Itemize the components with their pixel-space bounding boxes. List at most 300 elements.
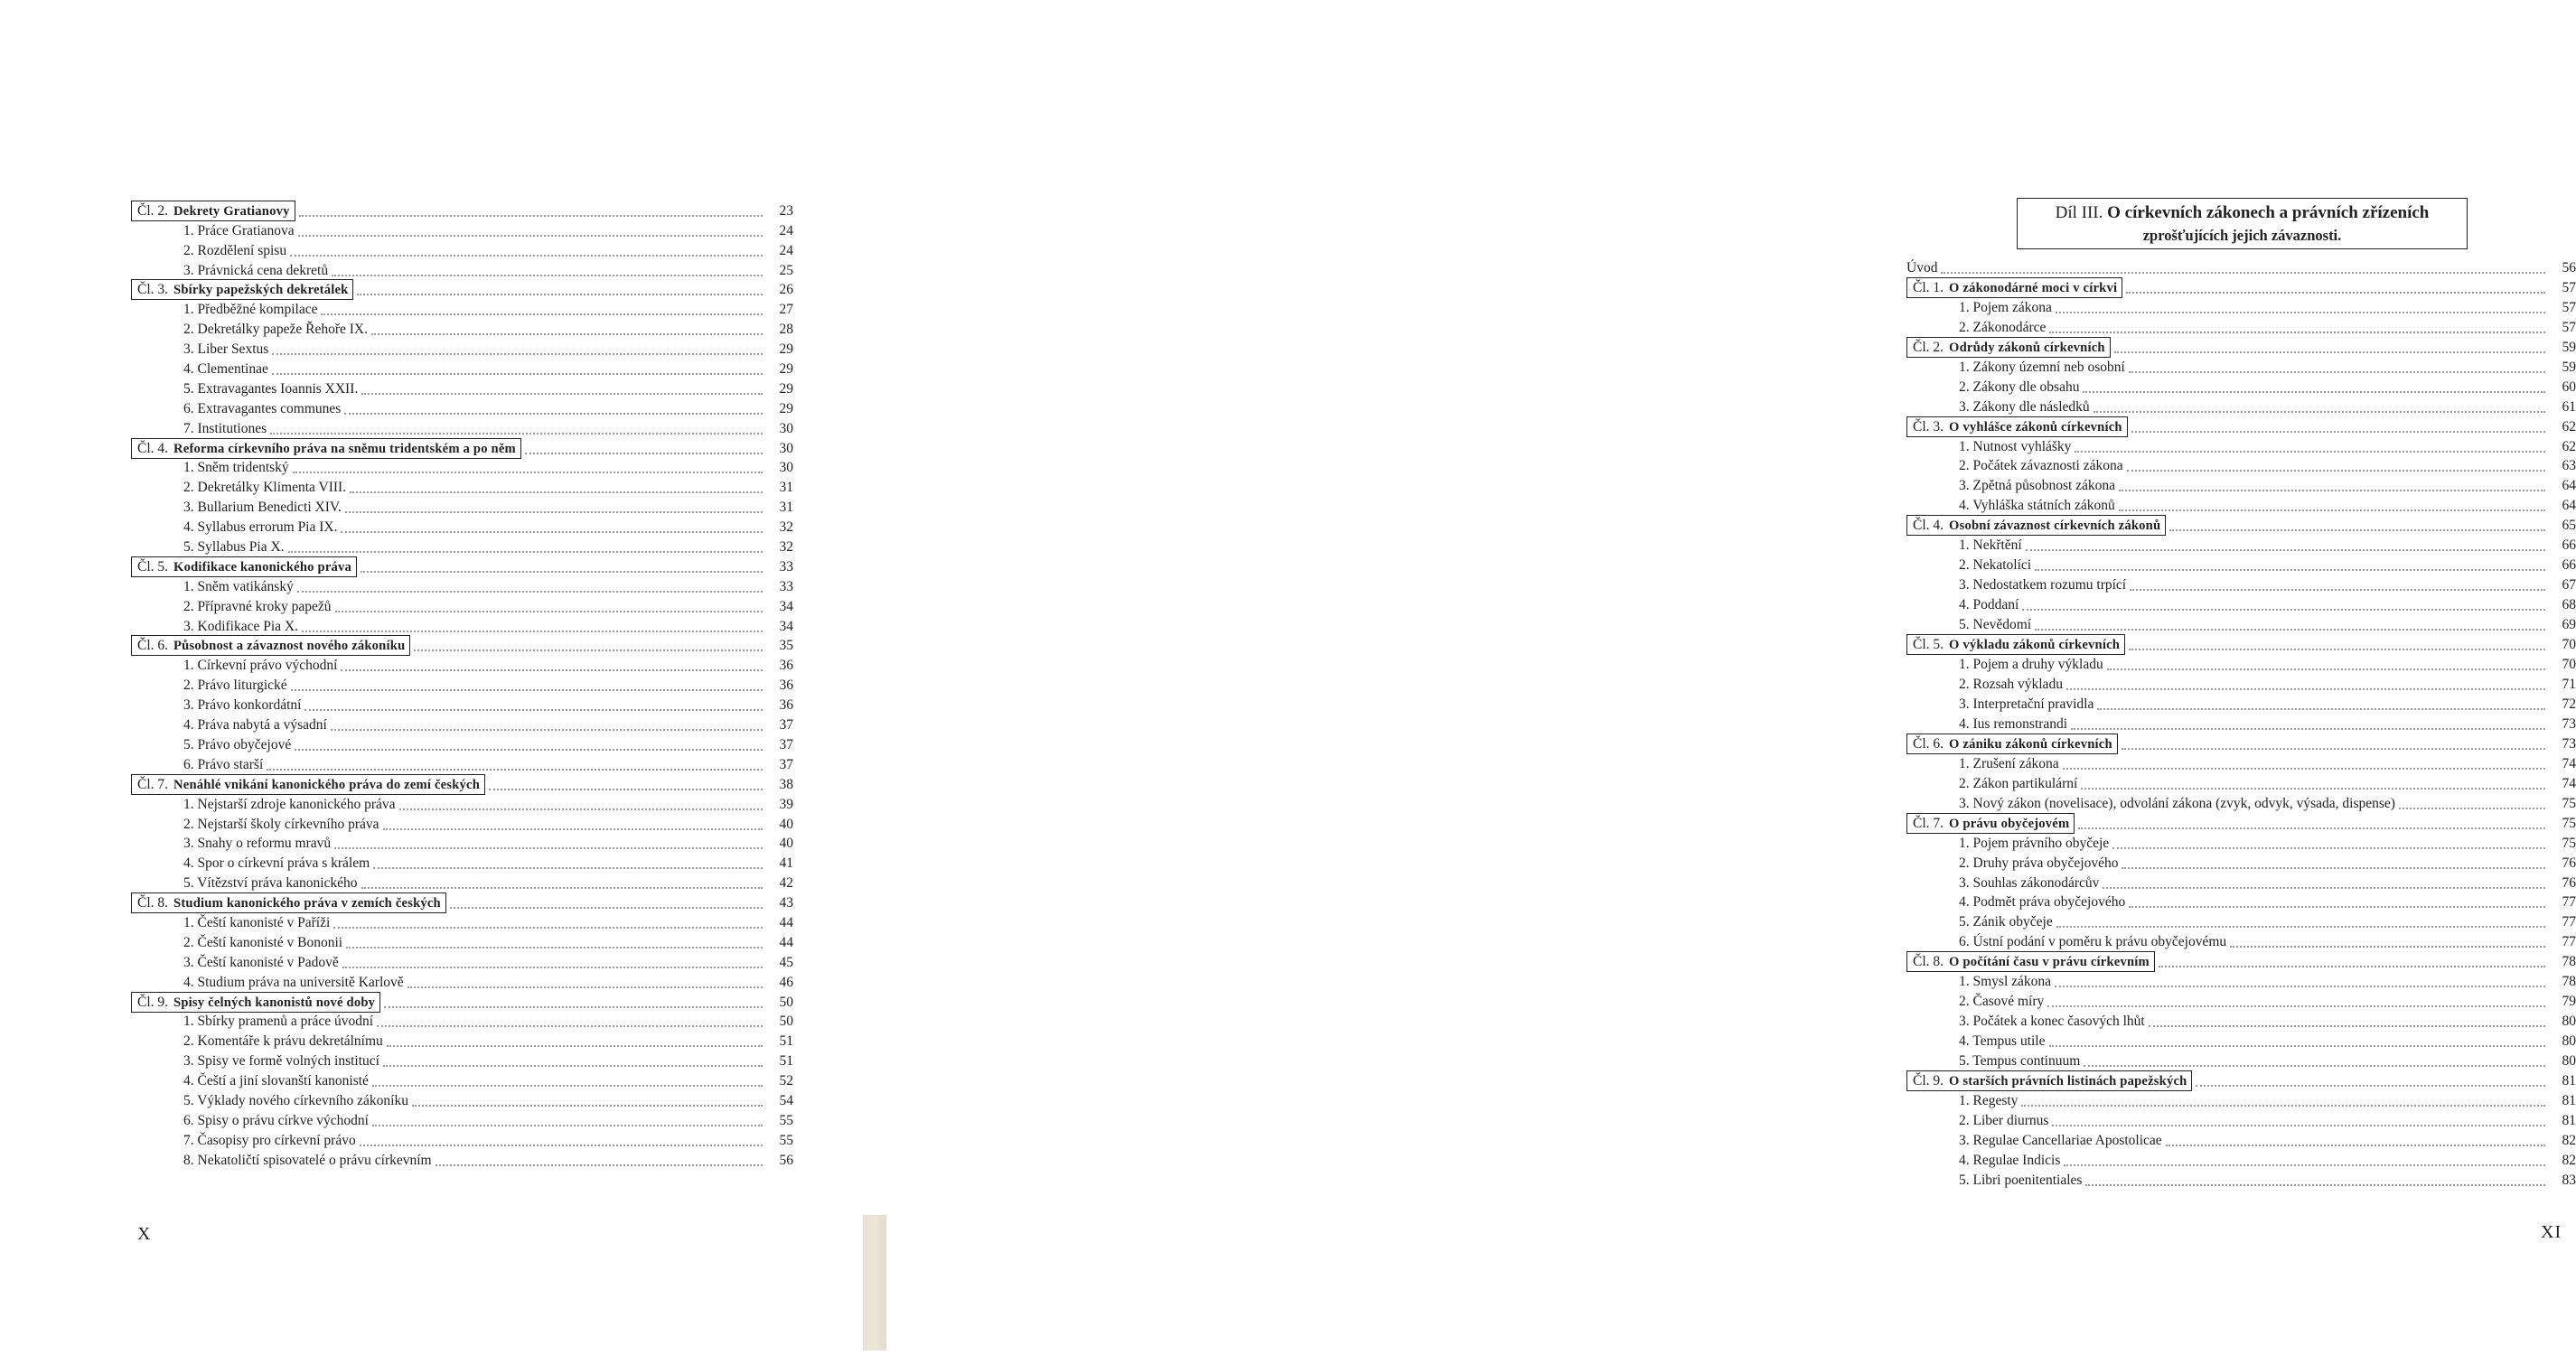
dot-leader [2078,827,2545,829]
toc-chapter-row [1906,950,2576,970]
toc-entry-row [131,734,793,753]
entry-label: 3. Zpětná působnost zákona [1959,478,2116,494]
chapter-number: Čl. 7. [137,776,169,792]
toc-entry-row [1906,872,2576,892]
toc-entry-row [1906,930,2576,950]
dot-leader [2130,589,2545,591]
toc-entry-row [131,1011,793,1031]
toc-entry-row [1906,752,2576,772]
page-number: 43 [779,895,793,911]
toc-chapter-row [1906,633,2576,653]
table-of-contents-right [1906,257,2576,1189]
toc-entry-row [1906,1109,2576,1129]
toc-entry-row [131,536,793,556]
dot-leader [2063,768,2545,770]
chapter-title: O zákonodárné moci v církvi [1949,280,2118,295]
page-number: 64 [2562,498,2576,514]
dot-leader [1941,272,2545,274]
dot-leader [346,947,763,948]
entry-label: 8. Nekatoličtí spisovatelé o právu církevním [183,1152,432,1168]
page-number: 31 [779,480,793,496]
chapter-number: Čl. 2. [1913,339,1944,355]
dot-leader [383,1065,763,1067]
toc-entry-row [131,911,793,931]
page-number: 76 [2562,855,2576,871]
entry-label: 2. Komentáře k právu dekretálnímu [183,1033,383,1050]
page-number: 74 [2562,755,2576,771]
page-number: 39 [779,796,793,812]
page-number: 27 [779,302,793,318]
dot-leader [2159,966,2545,967]
entry-label: 5. Extravagantes Ioannis XXII. [183,380,359,397]
chapter-heading-box [1906,634,2125,655]
chapter-heading-box [131,774,485,795]
dot-leader [2097,708,2545,710]
page-number: 70 [2562,657,2576,673]
dot-leader [290,255,763,257]
page-number: 34 [779,618,793,634]
entry-label: 1. Pojem a druhy výkladu [1959,657,2103,673]
page-number: 25 [779,262,793,278]
dot-leader [2049,1045,2546,1047]
page-number: 77 [2562,914,2576,930]
entry-label: 1. Práce Gratianova [183,222,295,238]
page-number: 24 [779,222,793,238]
part-heading [2017,198,2468,249]
entry-label: 1. Sbírky pramenů a práce úvodní [183,1014,374,1030]
chapter-number: Čl. 8. [1913,954,1944,970]
page-number: 40 [779,816,793,832]
toc-entry-row [1906,455,2576,475]
chapter-title: Reforma církevního práva na sněmu tridentském a po něm [173,441,516,456]
dot-leader [357,294,763,295]
toc-entry-row [131,694,793,714]
page-number: 80 [2562,1014,2576,1030]
toc-entry-row [131,1129,793,1149]
dot-leader [2127,470,2545,472]
page-number: 59 [2562,339,2576,355]
entry-label: 3. Souhlas zákonodárcův [1959,874,2100,891]
toc-entry-row [131,1089,793,1109]
toc-entry-row [131,931,793,951]
toc-entry-row [131,615,793,635]
chapter-title: O výkladu zákonů církevních [1949,638,2121,653]
page-number: 56 [2562,259,2576,276]
toc-entry-row [1906,296,2576,316]
entry-label: 2. Dekretálky Klimenta VIII. [183,480,347,496]
dot-leader [2166,1145,2545,1146]
toc-entry-row [131,397,793,417]
entry-label: 4. Ius remonstrandi [1959,715,2068,732]
toc-entry-row [131,1149,793,1169]
entry-label: 3. Počátek a konec časových lhůt [1959,1014,2145,1030]
toc-entry-row [1906,316,2576,336]
chapter-number: Čl. 2. [137,202,169,219]
toc-entry-row [1906,593,2576,613]
entry-label: 4. Tempus utile [1959,1033,2046,1050]
toc-entry-row [131,457,793,477]
dot-leader [341,531,763,533]
page-number: 31 [779,500,793,516]
dot-leader [2075,451,2545,453]
page-number: 33 [779,578,793,594]
page-number: 50 [779,994,793,1010]
page-number: 52 [779,1073,793,1089]
dot-leader [2119,509,2545,511]
dot-leader [436,1164,763,1166]
entry-label: 2. Nekatolíci [1959,557,2032,574]
chapter-heading-box [1906,416,2128,437]
entry-label: 2. Nejstarší školy církevního práva [183,816,379,832]
page-number: 60 [2562,378,2576,395]
page-number: 56 [779,1152,793,1168]
chapter-number: Čl. 9. [1913,1073,1944,1089]
dot-leader [272,373,763,375]
entry-label: 3. Kodifikace Pia X. [183,618,298,634]
page-number: 41 [779,855,793,872]
chapter-heading-box [131,438,521,459]
entry-label: 3. Spisy ve formě volných institucí [183,1053,379,1070]
dot-leader [295,749,763,751]
page-number: 57 [2562,279,2576,295]
page-number: 64 [2562,478,2576,494]
toc-entry-row [131,1070,793,1089]
toc-entry-row [131,1109,793,1129]
chapter-heading-box [131,201,295,221]
toc-entry-row [131,872,793,892]
toc-entry-row [131,971,793,991]
chapter-title: Spisy čelných kanonistů nové doby [173,995,376,1010]
entry-label: 3. Právnická cena dekretů [183,262,329,278]
entry-label: 1. Pojem zákona [1959,299,2052,315]
dot-leader [341,669,763,671]
page-number: 32 [779,539,793,556]
entry-label: 3. Zákony dle následků [1959,398,2090,415]
page-number: 62 [2562,438,2576,454]
page-number: 77 [2562,934,2576,950]
chapter-heading-box [131,556,357,577]
dot-leader [2107,668,2545,670]
entry-label: 5. Libri poenitentiales [1959,1172,2083,1188]
toc-chapter-row [131,773,793,793]
dot-leader [384,1006,763,1008]
chapter-heading-box [131,279,353,300]
entry-label: 1. Zrušení zákona [1959,755,2059,771]
chapter-number: Čl. 4. [1913,518,1944,534]
entry-label: 3. Interpretační pravidla [1959,696,2094,712]
entry-label: 2. Liber diurnus [1959,1112,2049,1128]
chapter-number: Čl. 1. [1913,279,1944,295]
dot-leader [2084,1065,2545,1067]
page-number: 78 [2562,974,2576,990]
chapter-number: Čl. 3. [1913,418,1944,435]
entry-label: 1. Předběžné kompilace [183,302,318,318]
toc-entry-row [131,674,793,694]
toc-entry-row [1906,693,2576,713]
dot-leader [288,551,763,553]
entry-label: 1. Sněm tridentský [183,460,289,476]
chapter-number: Čl. 6. [137,638,169,654]
dot-leader [2049,332,2545,333]
toc-entry-row [131,298,793,318]
toc-chapter-row [131,556,793,575]
toc-entry-row [1906,911,2576,930]
page-number: 63 [2562,458,2576,474]
entry-label: 4. Syllabus errorum Pia IX. [183,519,338,536]
toc-entry-row [1906,713,2576,733]
dot-leader [304,709,763,711]
toc-intro-row [1906,257,2576,276]
chapter-title: O počítání času v právu církevním [1949,955,2150,970]
chapter-heading-box [1906,277,2122,298]
page-number: 35 [779,638,793,654]
chapter-title: Působnost a závaznost nového zákoníku [173,639,406,654]
page-number: 81 [2562,1112,2576,1128]
page-number: 75 [2562,795,2576,811]
toc-entry-row [131,1050,793,1070]
toc-entry-row [131,220,793,239]
toc-entry-row [131,378,793,397]
entry-label: Úvod [1906,259,1938,276]
page-number: 29 [779,400,793,416]
entry-label: 2. Zákon partikulární [1959,775,2078,791]
entry-label: 1. Nekřtění [1959,537,2022,554]
toc-entry-row [1906,1010,2576,1030]
chapter-title: Odrůdy zákonů církevních [1949,340,2105,355]
entry-label: 4. Vyhláška státních zákonů [1959,498,2115,514]
left-page [0,0,881,1355]
dot-leader [2071,728,2545,730]
dot-leader [489,789,763,790]
dot-leader [2103,887,2545,889]
chapter-number: Čl. 3. [137,282,169,298]
entry-label: 1. Nejstarší zdroje kanonického práva [183,796,396,812]
entry-label: 1. Regesty [1959,1092,2019,1108]
page-number: 75 [2562,835,2576,851]
page-number: 42 [779,875,793,892]
dot-leader [2047,1005,2545,1007]
entry-label: 2. Rozsah výkladu [1959,676,2063,692]
dot-leader [372,1085,763,1087]
entry-label: 3. Liber Sextus [183,341,269,358]
page-number: 82 [2562,1152,2576,1168]
entry-label: 4. Spor o církevní práva s králem [183,855,370,872]
entry-label: 2. Dekretálky papeže Řehoře IX. [183,322,368,338]
toc-entry-row [131,259,793,279]
entry-label: 4. Clementinae [183,361,268,378]
dot-leader [383,828,763,830]
dot-leader [299,215,763,217]
toc-chapter-row [131,200,793,220]
dot-leader [335,611,763,612]
toc-entry-row [1906,1129,2576,1149]
toc-entry-row [1906,356,2576,376]
toc-chapter-row [131,279,793,299]
toc-entry-row [1906,892,2576,911]
toc-entry-row [131,833,793,853]
entry-label: 3. Bullarium Benedicti XIV. [183,500,342,516]
chapter-heading-box [1906,515,2166,536]
part-title: O církevních zákonech a právních zřízeních [2107,203,2430,222]
page-number: 61 [2562,398,2576,415]
chapter-heading-box [1906,813,2075,834]
toc-entry-row [1906,792,2576,812]
page-number: 66 [2562,557,2576,574]
entry-label: 3. Nedostatkem rozumu trpící [1959,577,2127,593]
dot-leader [333,927,763,929]
toc-entry-row [1906,474,2576,494]
page-number: 55 [779,1132,793,1148]
dot-leader [525,453,763,454]
dot-leader [345,511,763,513]
page-number: 23 [779,202,793,219]
part-number: Díl III. [2055,203,2103,222]
entry-label: 5. Tempus continuum [1959,1053,2081,1070]
toc-entry-row [1906,534,2576,554]
page-number: 36 [779,658,793,674]
dot-leader [344,413,763,415]
dot-leader [2026,549,2545,551]
page-number: 51 [779,1033,793,1050]
chapter-number: Čl. 4. [137,440,169,456]
chapter-heading-box [131,635,410,656]
page-number: 36 [779,697,793,714]
chapter-heading-box [131,892,446,913]
page-number: 37 [779,756,793,772]
toc-chapter-row [1906,336,2576,356]
dot-leader [350,491,763,493]
page-number: 51 [779,1053,793,1070]
dot-leader [297,591,763,593]
page-number: 32 [779,519,793,536]
dot-leader [2066,688,2545,690]
entry-label: 4. Práva nabytá a výsadní [183,717,327,734]
dot-leader [2126,292,2545,294]
page-number: 81 [2562,1073,2576,1089]
dot-leader [412,1105,763,1107]
entry-label: 1. Sněm vatikánský [183,578,294,594]
toc-chapter-row [1906,812,2576,832]
dot-leader [360,1145,763,1146]
dot-leader [2035,629,2545,631]
page-number: 67 [2562,577,2576,593]
page-number: 73 [2562,735,2576,752]
page-number: 78 [2562,954,2576,970]
page-number: 34 [779,598,793,614]
entry-label: 2. Časové míry [1959,994,2045,1010]
toc-entry-row [1906,494,2576,514]
entry-label: 5. Právo obyčejové [183,736,292,752]
toc-entry-row [131,575,793,595]
toc-entry-row [131,516,793,536]
page-number: 62 [2562,418,2576,435]
toc-entry-row [1906,832,2576,852]
chapter-number: Čl. 9. [137,994,169,1010]
entry-label: 4. Studium práva na universitě Karlově [183,974,404,990]
toc-chapter-row [131,892,793,911]
toc-entry-row [1906,1030,2576,1050]
entry-label: 4. Čeští a jiní slovanští kanonisté [183,1073,369,1089]
toc-entry-row [1906,852,2576,872]
entry-label: 4. Poddaní [1959,597,2019,613]
chapter-number: Čl. 6. [1913,735,1944,752]
page-number: 57 [2562,319,2576,335]
toc-entry-row [1906,673,2576,693]
page-number: 36 [779,678,793,694]
page-number: 29 [779,341,793,358]
dot-leader [373,867,763,869]
toc-entry-row [1906,396,2576,416]
toc-entry-row [1906,653,2576,673]
chapter-title: O právu obyčejovém [1949,816,2070,831]
toc-entry-row [131,714,793,734]
page-number: 29 [779,361,793,378]
toc-entry-row [131,753,793,773]
dot-leader [2085,1184,2545,1186]
entry-label: 3. Regulae Cancellariae Apostolicae [1959,1132,2162,1148]
dot-leader [2230,946,2545,948]
page-number: 80 [2562,1053,2576,1070]
entry-label: 5. Syllabus Pia X. [183,539,285,556]
chapter-number: Čl. 5. [137,558,169,575]
toc-entry-row [131,338,793,358]
page-number: 45 [779,954,793,970]
toc-entry-row [1906,376,2576,396]
toc-entry-row [1906,554,2576,574]
page-number: 30 [779,440,793,456]
chapter-number: Čl. 8. [137,895,169,911]
toc-chapter-row [1906,416,2576,435]
dot-leader [334,847,763,849]
chapter-title: O vyhlášce zákonů církevních [1949,419,2122,435]
entry-label: 1. Pojem právního obyčeje [1959,835,2110,851]
entry-label: 2. Přípravné kroky papežů [183,598,332,614]
toc-entry-row [1906,574,2576,593]
page-number: 38 [779,776,793,792]
page-number: 72 [2562,696,2576,712]
toc-chapter-row [131,437,793,457]
entry-label: 7. Institutiones [183,420,267,436]
entry-label: 2. Druhy práva obyčejového [1959,855,2119,871]
dot-leader [407,986,763,988]
chapter-heading-box [1906,337,2111,358]
page-number: 44 [779,914,793,930]
entry-label: 2. Počátek závaznosti zákona [1959,458,2123,474]
toc-entry-row [131,793,793,813]
entry-label: 3. Čeští kanonisté v Padově [183,954,339,970]
toc-entry-row [1906,613,2576,633]
dot-leader [270,433,763,435]
entry-label: 6. Právo starší [183,756,264,772]
page-number: 77 [2562,894,2576,911]
toc-chapter-row [131,991,793,1011]
page-number: 73 [2562,715,2576,732]
dot-leader [2064,1164,2545,1166]
dot-leader [2035,569,2545,571]
dot-leader [2122,867,2545,869]
page-number: 50 [779,1014,793,1030]
page-number: 57 [2562,299,2576,315]
entry-label: 1. Čeští kanonisté v Paříži [183,914,331,930]
chapter-title: O starších právních listinách papežských [1949,1074,2187,1089]
page-number: 28 [779,322,793,338]
dot-leader [2052,1125,2545,1126]
dot-leader [2149,1025,2545,1027]
page-number: 33 [779,558,793,575]
dot-leader [2196,1085,2545,1087]
chapter-title: O zániku zákonů církevních [1949,736,2112,752]
entry-label: 5. Výklady nového církevního zákoníku [183,1092,408,1108]
